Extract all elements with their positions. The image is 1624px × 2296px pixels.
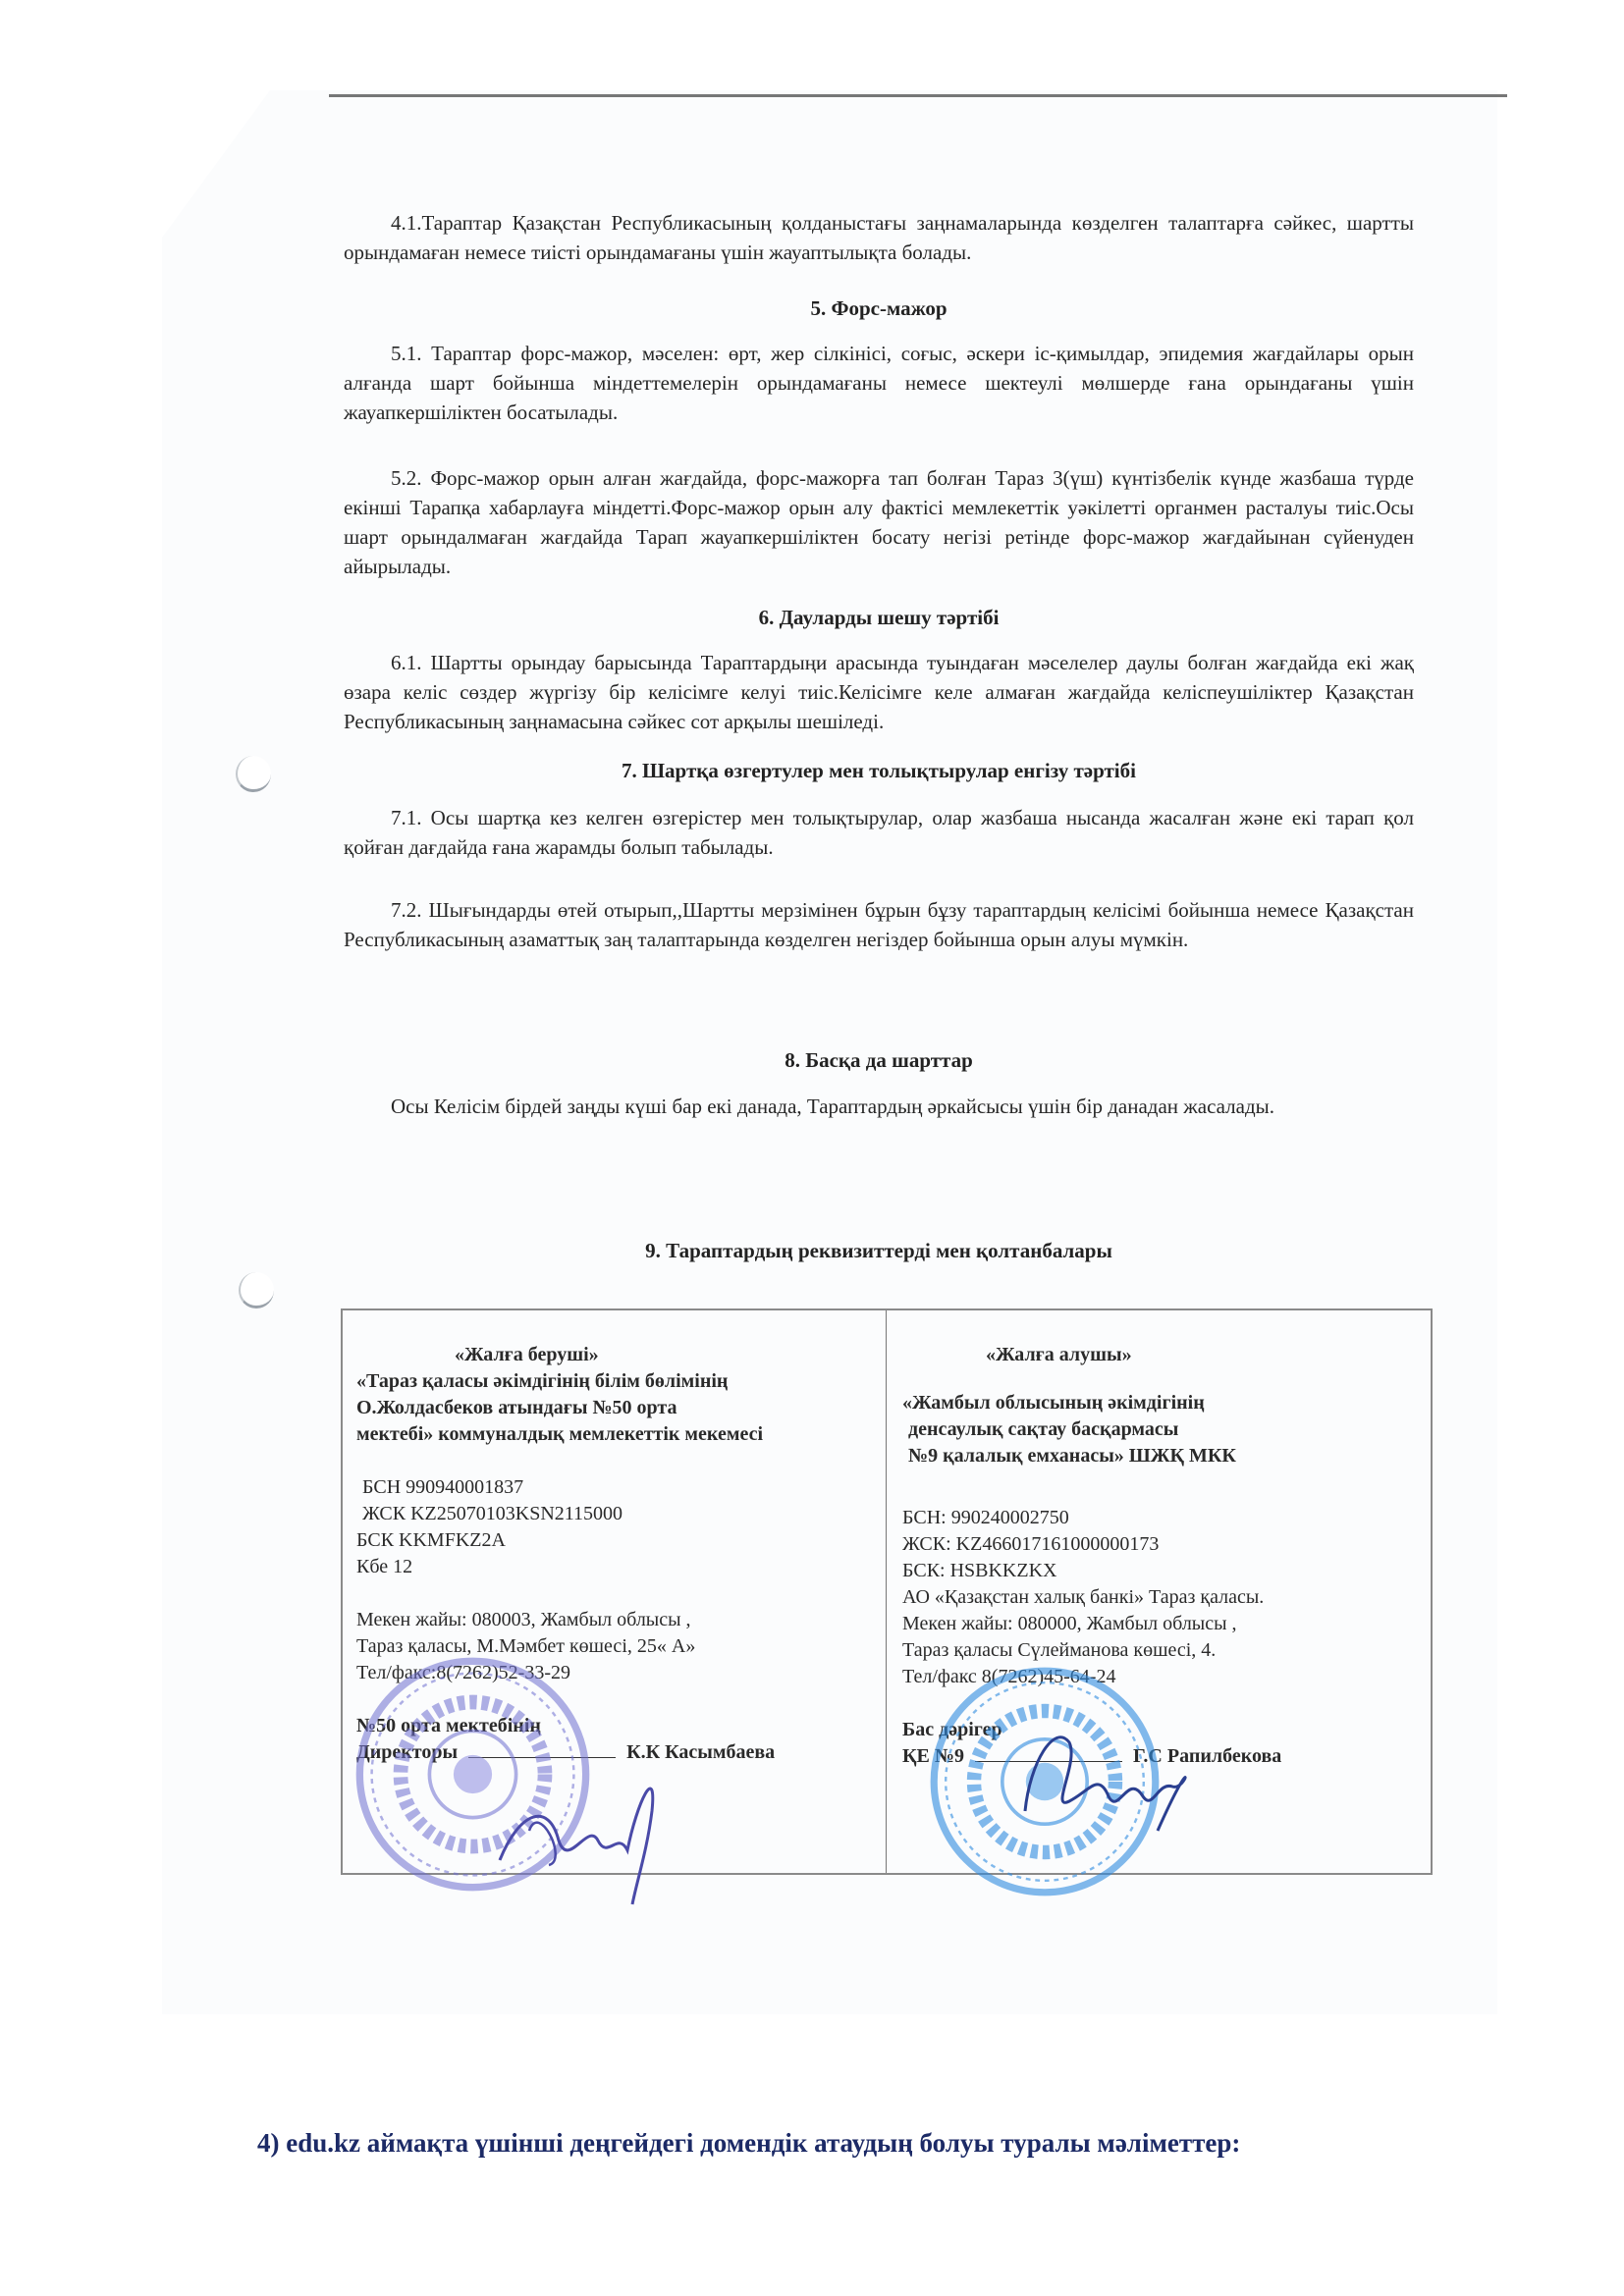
section-6-title: 6. Дауларды шешу тәртібі (758, 606, 1000, 629)
lessee-bank: АО «Қазақстан халық банкі» Тараз қаласы. (902, 1586, 1265, 1608)
lessor-signature (490, 1742, 686, 1909)
punch-hole (239, 1272, 274, 1308)
lessee-signature (1010, 1703, 1207, 1841)
lessee-name-line: «Жамбыл облысының әкімдігінің (902, 1392, 1205, 1414)
lessor-position-line: Директоры (356, 1741, 459, 1763)
folded-corner (162, 90, 270, 238)
lessor-role: «Жалға беруші» (455, 1344, 599, 1365)
lessee-iik: ЖСК: KZ466017161000000173 (902, 1533, 1160, 1555)
lessee-address-line: Мекен жайы: 080000, Жамбыл облысы , (902, 1613, 1237, 1634)
lessor-iik: ЖСК KZ25070103KSN2115000 (362, 1503, 623, 1524)
clause-8-1: Осы Келісім бірдей заңды күші бар екі данада, Тараптардың әркайсысы үшін бір данадан жасалады. (391, 1095, 1275, 1118)
lessor-bik: БСК KKMFKZ2A (356, 1529, 506, 1551)
lessee-bik: БСК: HSBKKZKX (902, 1560, 1057, 1581)
punch-hole (236, 756, 271, 792)
section-8-title: 8. Басқа да шарттар (785, 1048, 973, 1072)
page-top-edge (329, 94, 1507, 97)
section-9-title: 9. Тараптардың реквизиттерді мен қолтанбалары (645, 1239, 1112, 1262)
lessee-position-line: ҚЕ №9 (902, 1745, 964, 1767)
section-item-heading: 4) edu.kz аймақта үшінші деңгейдегі домендік атаудың болуы туралы мәліметтер: (257, 2128, 1241, 2158)
lessee-name-line: №9 қалалық емханасы» ШЖҚ МКК (908, 1445, 1236, 1467)
lessee-name-line: денсаулық сақтау басқармасы (908, 1418, 1179, 1440)
section-7-title: 7. Шартқа өзгертулер мен толықтырулар енгізу тәртібі (622, 759, 1136, 782)
clause-7-1: 7.1. Осы шартқа кез келген өзгерістер мен толықтырулар, олар жазбаша нысанда жасалған және екі тарап қол қойған дағдайда ғана жарамды болып табылады. (344, 806, 1414, 859)
lessee-phone: Тел/факс 8(7262)45-64-24 (902, 1666, 1116, 1687)
clause-6-1: 6.1. Шартты орындау барысында Тараптардыңи арасында туындаған мәселелер даулы болған жағдайда екі жақ өзара келіс сөздер жүргізу бір келісімге келуі тиіс.Келісімге келе алмаған жағдайда келіспеушіліктер Қазақстан Республикасының заңнамасына сәйкес сот арқылы шешіледі. (344, 651, 1414, 733)
clause-5-1: 5.1. Тараптар форс-мажор, мәселен: өрт, жер сілкінісі, соғыс, әскери іс-қимылдар, эпидемия жағдайлары орын алғанда шарт бойынша міндеттемелерін орындамағаны немесе шектеулі мөлшерде ғана орындағаны үшін жауапкершіліктен босатылады. (344, 342, 1414, 424)
lessor-name-line: О.Жолдасбеков атындағы №50 орта (356, 1397, 677, 1418)
lessee-role: «Жалға алушы» (986, 1344, 1132, 1365)
lessor-name-line: мектебі» коммуналдық мемлекеттік мекемесі (356, 1423, 764, 1445)
lessor-address-line: Тараз қаласы, М.Мәмбет көшесі, 25« А» (356, 1635, 696, 1657)
lessor-position-line: №50 орта мектебінің (356, 1715, 541, 1736)
table-divider (886, 1310, 887, 1873)
lessor-bin: БСН 990940001837 (362, 1476, 524, 1498)
lessor-address-line: Мекен жайы: 080003, Жамбыл облысы , (356, 1609, 691, 1630)
lessor-name-line: «Тараз қаласы әкімдігінің білім бөлімінің (356, 1370, 729, 1392)
lessor-signatory: К.К Касымбаева (626, 1741, 776, 1763)
clause-5-2: 5.2. Форс-мажор орын алған жағдайда, форс-мажорға тап болған Тараз 3(үш) күнтізбелік күнде жазбаша түрде екінші Тарапқа хабарлауға міндетті.Форс-мажор орын алу фактісі мемлекеттік уәкілетті органмен расталуы тиіс.Осы шарт орындалмаған жағдайда Тарап жауапкершіліктен босату негізі ретінде форс-мажор жағдайынан сүйенуден айырылады. (344, 466, 1414, 578)
lessee-position-line: Бас дәрігер (902, 1719, 1002, 1740)
lessor-kbe: Кбе 12 (356, 1556, 413, 1577)
lessee-address-line: Тараз қаласы Сүлейманова көшесі, 4. (902, 1639, 1217, 1661)
lessee-bin: БСН: 990240002750 (902, 1507, 1069, 1528)
lessor-phone: Тел/факс:8(7262)52-33-29 (356, 1662, 570, 1683)
clause-7-2: 7.2. Шығындарды өтей отырып,,Шартты мерзімінен бұрын бұзу тараптардың келісімі бойынша немесе Қазақстан Республикасының азаматтық заң талаптарында көзделген негіздер бойынша орын алуы мүмкін. (344, 898, 1414, 951)
lessee-signatory: Г.С Рапилбекова (1132, 1745, 1282, 1767)
requisites-table (341, 1308, 1433, 1875)
section-5-title: 5. Форс-мажор (810, 296, 947, 320)
clause-4-1: 4.1.Тараптар Қазақстан Республикасының қолданыстағы заңнамаларында көзделген талаптарға сәйкес, шартты орындамаған немесе тиісті орындамағаны үшін жауаптылықта болады. (344, 211, 1414, 264)
